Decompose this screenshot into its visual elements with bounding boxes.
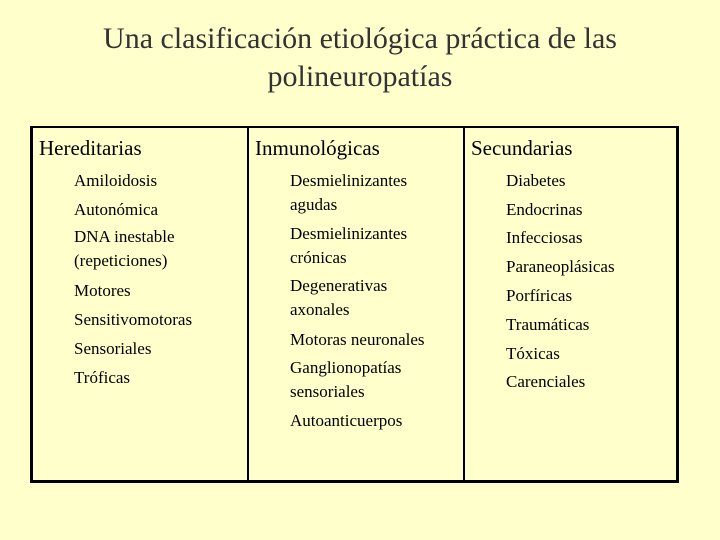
list-item: Traumáticas bbox=[506, 315, 590, 334]
list-item: Sensoriales bbox=[74, 339, 152, 358]
list-item: Endocrinas bbox=[506, 200, 583, 219]
column-header-secundarias: Secundarias bbox=[471, 136, 573, 160]
list-item: Ganglionopatías bbox=[290, 358, 402, 377]
column-divider bbox=[247, 128, 249, 480]
list-item: Carenciales bbox=[506, 372, 586, 391]
list-item: Tóxicas bbox=[506, 344, 560, 363]
list-item: Motores bbox=[74, 281, 131, 300]
list-item: (repeticiones) bbox=[74, 251, 168, 270]
list-item: Tróficas bbox=[74, 368, 131, 387]
list-item: DNA inestable bbox=[74, 227, 175, 246]
list-item: Porfíricas bbox=[506, 286, 573, 305]
column-divider bbox=[463, 128, 465, 480]
list-item: axonales bbox=[290, 300, 350, 319]
list-item: Motoras neuronales bbox=[290, 330, 425, 349]
list-item: crónicas bbox=[290, 248, 347, 267]
list-item: Paraneoplásicas bbox=[506, 257, 615, 276]
list-item: agudas bbox=[290, 195, 338, 214]
list-item: Amiloidosis bbox=[74, 171, 158, 190]
list-item: Degenerativas bbox=[290, 276, 388, 295]
list-item: Infecciosas bbox=[506, 228, 583, 247]
list-item: Desmielinizantes bbox=[290, 224, 408, 243]
column-header-hereditarias: Hereditarias bbox=[39, 136, 142, 160]
list-item: Autoanticuerpos bbox=[290, 411, 403, 430]
list-item: Sensitivomotoras bbox=[74, 310, 193, 329]
classification-table bbox=[30, 126, 679, 483]
list-item: sensoriales bbox=[290, 382, 365, 401]
list-item: Desmielinizantes bbox=[290, 171, 408, 190]
list-item: Diabetes bbox=[506, 171, 566, 190]
list-item: Autonómica bbox=[74, 200, 159, 219]
slide-title: Una clasificación etiológica práctica de las polineuropatías bbox=[103, 22, 617, 93]
column-header-inmunologicas: Inmunológicas bbox=[255, 136, 380, 160]
